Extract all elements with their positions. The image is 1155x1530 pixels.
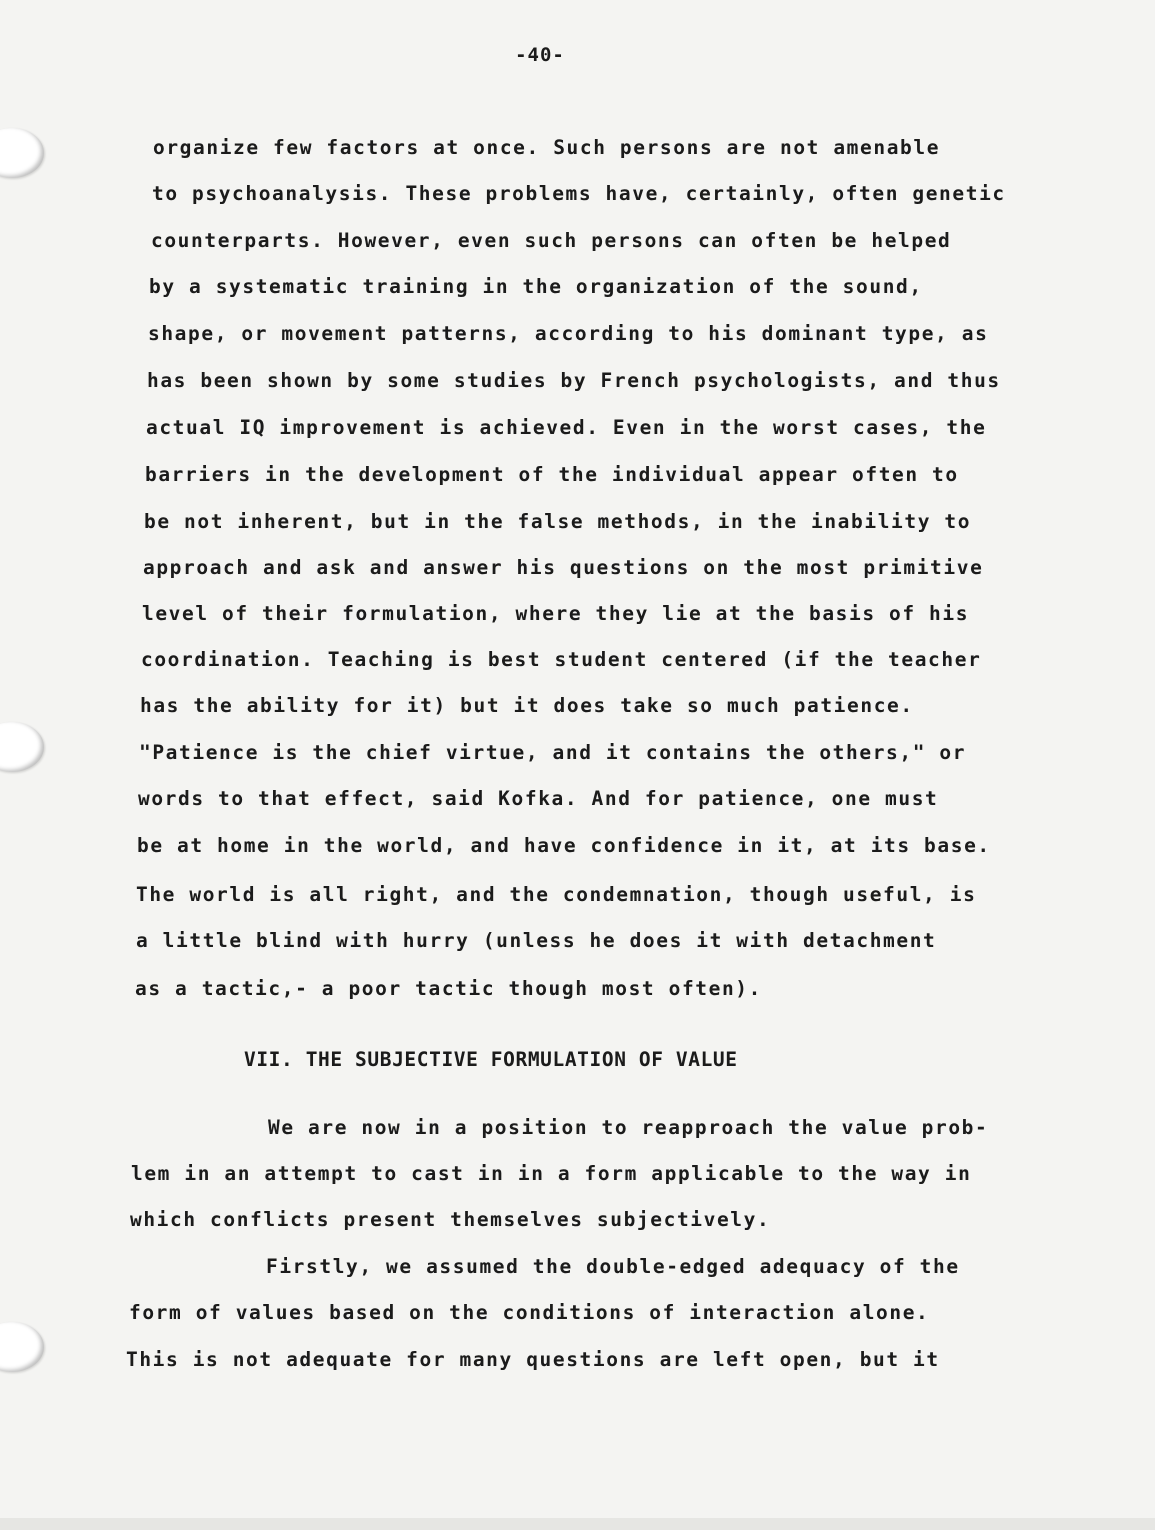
text-line: counterparts. However, even such persons can often be helped xyxy=(151,229,952,252)
text-line: a little blind with hurry (unless he does it with detachment xyxy=(136,929,937,952)
text-line: words to that effect, said Kofka. And for patience, one must xyxy=(138,787,939,810)
text-line: The world is all right, and the condemnation, though useful, is xyxy=(136,883,977,906)
text-line: We are now in a position to reapproach the value prob- xyxy=(268,1116,989,1139)
text-line: level of their formulation, where they lie at the basis of his xyxy=(142,602,970,625)
binder-hole xyxy=(0,128,44,178)
text-line: by a systematic training in the organization of the sound, xyxy=(149,275,923,298)
text-line: actual IQ improvement is achieved. Even in the worst cases, the xyxy=(146,416,987,439)
text-line: This is not adequate for many questions are left open, but it xyxy=(126,1348,940,1371)
text-line: organize few factors at once. Such persons are not amenable xyxy=(153,136,941,159)
text-line: be at home in the world, and have confidence in it, at its base. xyxy=(137,834,991,857)
text-line: to psychoanalysis. These problems have, certainly, often genetic xyxy=(152,182,1006,205)
text-line: which conflicts present themselves subjectively. xyxy=(130,1208,771,1231)
text-line: "Patience is the chief virtue, and it contains the others," or xyxy=(139,741,967,764)
scan-bottom-edge xyxy=(0,1518,1155,1530)
binder-hole xyxy=(0,722,44,772)
text-line: form of values based on the conditions of interaction alone. xyxy=(129,1301,930,1324)
text-line: has the ability for it) but it does take so much patience. xyxy=(140,694,914,717)
text-line: shape, or movement patterns, according to his dominant type, as xyxy=(148,322,989,345)
text-line: has been shown by some studies by French psychologists, and thus xyxy=(147,369,1001,392)
text-line: barriers in the development of the individual appear often to xyxy=(145,463,959,486)
text-line: lem in an attempt to cast in in a form applicable to the way in xyxy=(131,1162,972,1185)
text-line: Firstly, we assumed the double-edged adequacy of the xyxy=(266,1255,960,1278)
text-line: be not inherent, but in the false methods, in the inability to xyxy=(144,510,972,533)
text-line: coordination. Teaching is best student centered (if the teacher xyxy=(141,648,982,671)
page-number: -40- xyxy=(515,44,565,66)
binder-hole xyxy=(0,1322,44,1372)
text-line: approach and ask and answer his questions on the most primitive xyxy=(143,556,984,579)
text-line: as a tactic,- a poor tactic though most often). xyxy=(135,977,762,1000)
section-heading: VII. THE SUBJECTIVE FORMULATION OF VALUE xyxy=(244,1048,738,1071)
